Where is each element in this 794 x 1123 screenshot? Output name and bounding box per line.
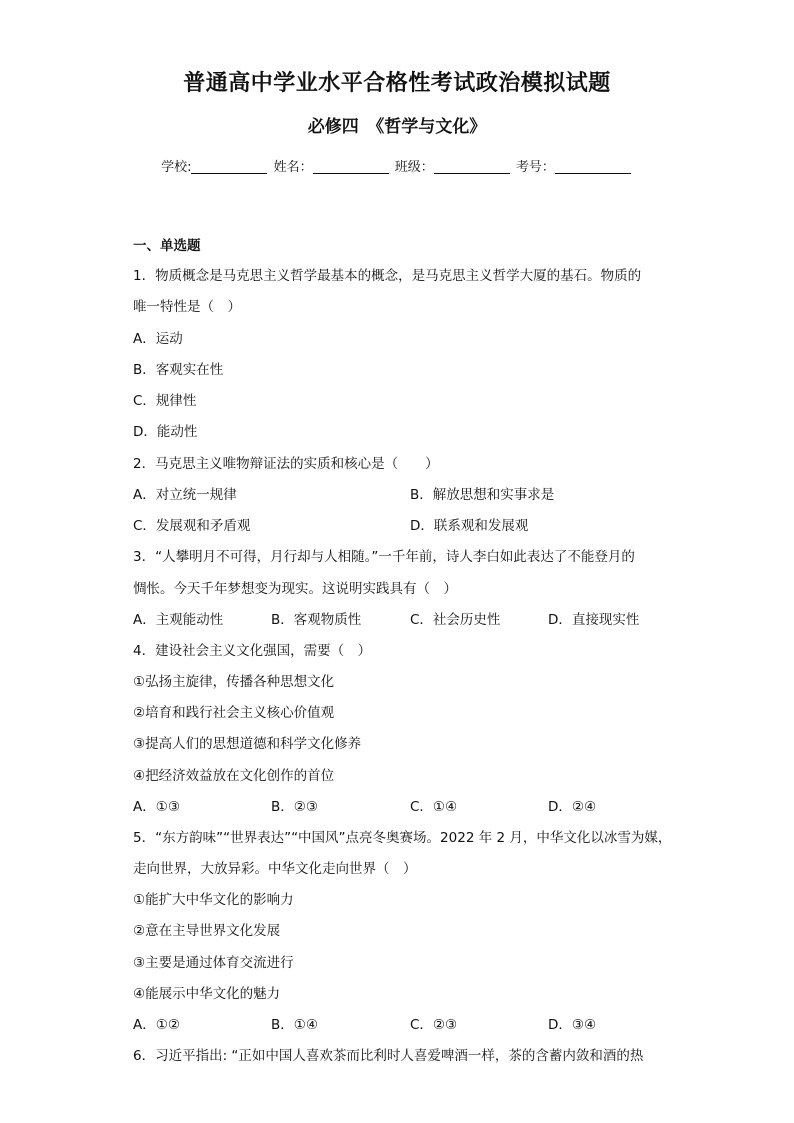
question-4-statement-1: ①弘扬主旋律，传播各种思想文化: [133, 674, 335, 690]
question-3-option-b[interactable]: B．客观物质性: [271, 612, 362, 628]
question-1-option-d[interactable]: D．能动性: [133, 424, 198, 440]
question-4-statement-4: ④把经济效益放在文化创作的首位: [133, 768, 335, 784]
class-blank[interactable]: [434, 159, 510, 174]
exam-number-blank[interactable]: [555, 159, 631, 174]
question-4-option-d[interactable]: D．②④: [548, 799, 597, 815]
question-1-option-c[interactable]: C．规律性: [133, 393, 197, 409]
question-2-option-a[interactable]: A．对立统一规律: [133, 487, 237, 503]
name-blank[interactable]: [313, 159, 389, 174]
question-5-option-a[interactable]: A．①②: [133, 1017, 180, 1033]
exam-title: 普通高中学业水平合格性考试政治模拟试题: [183, 70, 611, 96]
question-3-option-a[interactable]: A．主观能动性: [133, 612, 224, 628]
question-1-line-1: 1．物质概念是马克思主义哲学最基本的概念，是马克思主义哲学大厦的基石。物质的: [133, 268, 642, 284]
question-3-option-c[interactable]: C．社会历史性: [410, 612, 501, 628]
exam-number-label: 考号：: [515, 160, 555, 175]
question-3-line-1: 3．“人攀明月不可得，月行却与人相随。”一千年前，诗人李白如此表达了不能登月的: [133, 549, 635, 565]
question-5-statement-3: ③主要是通过体育交流进行: [133, 955, 294, 971]
question-4-option-c[interactable]: C．①④: [410, 799, 458, 815]
question-2-option-c[interactable]: C．发展观和矛盾观: [133, 518, 251, 534]
question-5-line-2: 走向世界，大放异彩。中华文化走向世界（ ）: [133, 861, 417, 877]
question-4-statement-2: ②培育和践行社会主义核心价值观: [133, 705, 335, 721]
school-blank[interactable]: [191, 159, 267, 174]
question-1-line-2: 唯一特性是（ ）: [133, 299, 241, 315]
name-label: 姓名：: [273, 160, 313, 175]
question-3-option-d[interactable]: D．直接现实性: [548, 612, 640, 628]
question-4-line-1: 4．建设社会主义文化强国，需要（ ）: [133, 643, 372, 659]
question-5-option-c[interactable]: C．②③: [410, 1017, 458, 1033]
question-1-option-b[interactable]: B．客观实在性: [133, 362, 224, 378]
question-5-statement-4: ④能展示中华文化的魅力: [133, 986, 281, 1002]
question-1-option-a[interactable]: A．运动: [133, 331, 183, 347]
question-3-line-2: 惆怅。今天千年梦想变为现实。这说明实践具有（ ）: [133, 581, 457, 597]
question-4-statement-3: ③提高人们的思想道德和科学文化修养: [133, 736, 362, 752]
question-5-statement-1: ①能扩大中华文化的影响力: [133, 892, 294, 908]
question-5-line-1: 5．“东方韵味”“世界表达”“中国风”点亮冬奥赛场。2022 年 2 月，中华文化以冰雪为媒，: [133, 830, 672, 846]
question-6-line-1: 6．习近平指出: “正如中国人喜欢茶而比利时人喜爱啤酒一样，茶的含蓄内敛和酒的热: [133, 1048, 644, 1064]
class-label: 班级：: [394, 160, 434, 175]
student-info-row: [0, 156, 794, 175]
question-5-statement-2: ②意在主导世界文化发展: [133, 923, 281, 939]
school-label: 学校:: [161, 160, 192, 175]
question-2-line-1: 2．马克思主义唯物辩证法的实质和核心是（ ）: [133, 456, 439, 472]
question-5-option-b[interactable]: B．①④: [271, 1017, 318, 1033]
question-4-option-a[interactable]: A．①③: [133, 799, 180, 815]
question-5-option-d[interactable]: D．③④: [548, 1017, 597, 1033]
question-2-option-b[interactable]: B．解放思想和实事求是: [410, 487, 555, 503]
question-2-option-d[interactable]: D．联系观和发展观: [410, 518, 529, 534]
exam-subtitle: 必修四 《哲学与文化》: [307, 117, 487, 137]
section-heading: 一、单选题: [133, 238, 201, 254]
question-4-option-b[interactable]: B．②③: [271, 799, 318, 815]
